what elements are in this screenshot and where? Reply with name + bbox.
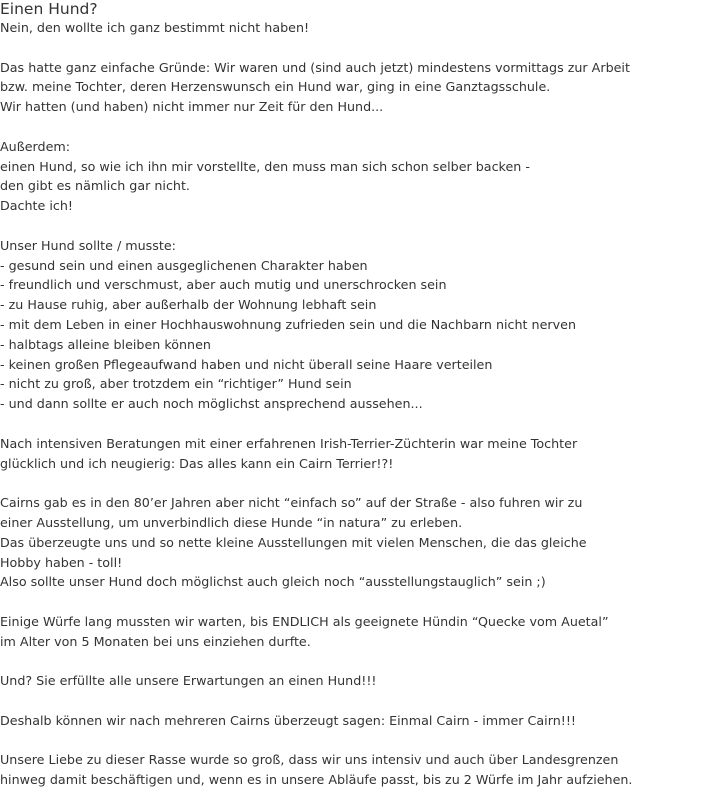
text-line: - nicht zu groß, aber trotzdem ein “richtiger” Hund sein: [0, 376, 352, 392]
text-line: - gesund sein und einen ausgeglichenen Charakter haben: [0, 257, 368, 273]
text-line: einer Ausstellung, um unverbindlich diese Hunde “in natura” zu erleben.: [0, 514, 463, 530]
paragraph-spacer: [0, 691, 712, 711]
text-line: Nach intensiven Beratungen mit einer erfahrenen Irish-Terrier-Züchterin war meine Tochter: [0, 435, 578, 451]
text-line: Unser Hund sollte / musste:: [0, 237, 176, 253]
text-line: Also sollte unser Hund doch möglichst auch gleich noch “ausstellungstauglich” sein ;): [0, 574, 546, 590]
text-line: - freundlich und verschmust, aber auch mutig und unerschrocken sein: [0, 277, 447, 293]
text-line: Deshalb können wir nach mehreren Cairns überzeugt sagen: Einmal Cairn - immer Cairn!!!: [0, 712, 576, 728]
text-line: Wir hatten (und haben) nicht immer nur Zeit für den Hund...: [0, 99, 384, 115]
paragraph-spacer: [0, 414, 712, 434]
paragraph-spacer: [0, 473, 712, 493]
paragraph-spacer: [0, 592, 712, 612]
text-line: Das hatte ganz einfache Gründe: Wir waren und (sind auch jetzt) mindestens vormittags zur Arbeit: [0, 59, 630, 75]
text-line: hinweg damit beschäftigen und, wenn es in unsere Abläufe passt, bis zu 2 Würfe im Jahr aufziehen.: [0, 772, 633, 788]
article-body: [0, 18, 712, 790]
text-line: Einige Würfe lang mussten wir warten, bis ENDLICH als geeignete Hündin “Quecke vom Auetal”: [0, 613, 609, 629]
text-line: im Alter von 5 Monaten bei uns einziehen durfte.: [0, 633, 311, 649]
text-line: Unsere Liebe zu dieser Rasse wurde so groß, dass wir uns intensiv und auch über Landesgrenzen: [0, 752, 619, 768]
text-line: - und dann sollte er auch noch möglichst ansprechend aussehen...: [0, 396, 423, 412]
text-line: - zu Hause ruhig, aber außerhalb der Wohnung lebhaft sein: [0, 297, 377, 313]
paragraph-spacer: [0, 117, 712, 137]
text-line: - keinen großen Pflegeaufwand haben und nicht überall seine Haare verteilen: [0, 356, 493, 372]
paragraph-spacer: [0, 38, 712, 58]
text-line: Dachte ich!: [0, 198, 74, 214]
text-line: - halbtags alleine bleiben können: [0, 336, 211, 352]
text-line: Hobby haben - toll!: [0, 554, 123, 570]
text-line: Cairns gab es in den 80’er Jahren aber nicht “einfach so” auf der Straße - also fuhren wir zu: [0, 495, 583, 511]
paragraph-spacer: [0, 216, 712, 236]
text-line: Außerdem:: [0, 138, 71, 154]
text-line: bzw. meine Tochter, deren Herzenswunsch ein Hund war, ging in eine Ganztagsschule.: [0, 79, 551, 95]
text-line: einen Hund, so wie ich ihn mir vorstellte, den muss man sich schon selber backen -: [0, 158, 530, 174]
text-line: Nein, den wollte ich ganz bestimmt nicht haben!: [0, 20, 310, 35]
page-title: Einen Hund?: [0, 0, 98, 18]
paragraph-spacer: [0, 652, 712, 672]
paragraph-spacer: [0, 731, 712, 751]
text-line: Und? Sie erfüllte alle unsere Erwartungen an einen Hund!!!: [0, 673, 377, 689]
text-line: glücklich und ich neugierig: Das alles kann ein Cairn Terrier!?!: [0, 455, 394, 471]
text-line: den gibt es nämlich gar nicht.: [0, 178, 190, 194]
text-line: - mit dem Leben in einer Hochhauswohnung zufrieden sein und die Nachbarn nicht nerven: [0, 316, 576, 332]
text-line: Das überzeugte uns und so nette kleine Ausstellungen mit vielen Menschen, die das gleiche: [0, 534, 587, 550]
